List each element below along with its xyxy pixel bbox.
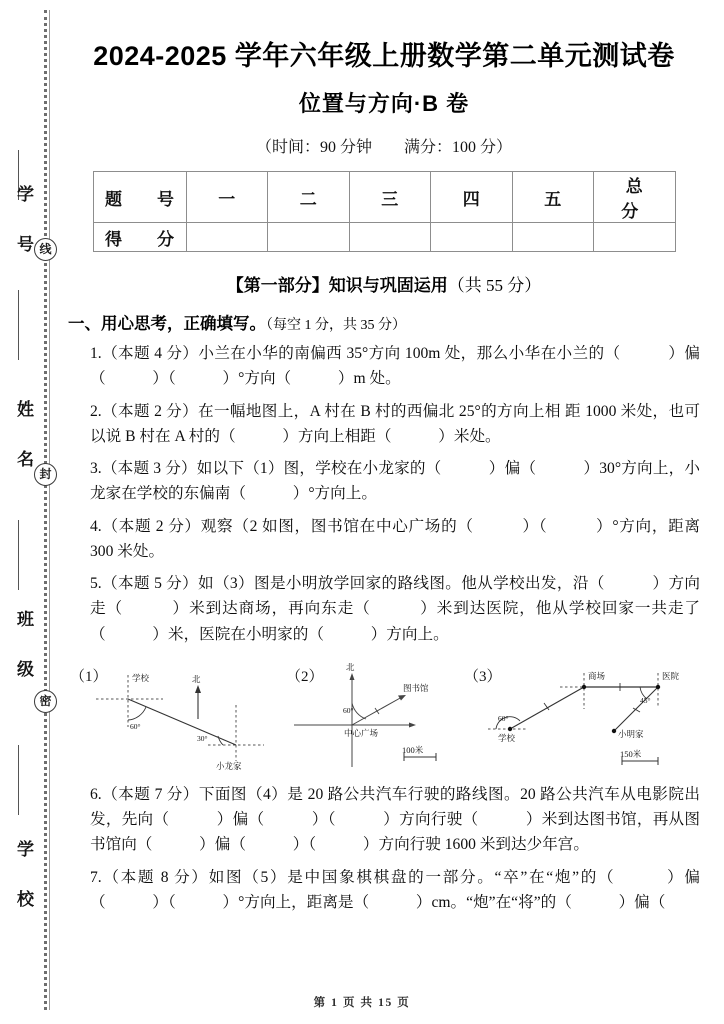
question-4: 4.（本题 2 分）观察（2 如图，图书馆在中心广场的（ ）（ ）°方向，距离 300 米处。 [90, 517, 700, 560]
figure-1-label-north: 北 [192, 673, 201, 684]
figure-1-angle-top: 60° [130, 721, 141, 731]
score-table-col-5: 五 [512, 172, 594, 223]
score-table-rowhead-score: 得 分 [93, 223, 186, 252]
score-cell-5[interactable] [512, 223, 594, 252]
seal-circle-mi: 密 [34, 690, 57, 713]
figure-3-angle-school: 60° [498, 713, 509, 723]
figure-3 [462, 657, 700, 772]
figure-2 [284, 657, 474, 772]
figure-2-angle: 60° [343, 705, 354, 715]
part-heading-bold: 【第一部分】知识与巩固运用 [226, 276, 448, 295]
seal-field-name: 姓 名 [14, 400, 33, 474]
section-heading-note: （每空 1 分，共 35 分） [266, 318, 406, 333]
section-heading-fill-in [68, 310, 700, 334]
question-6: 6.（本题 7 分）下面图（4）是 20 路公共汽车行驶的路线图。20 路公共汽车从电影院出发，先向（ ）偏（ ）（ ）方向行驶（ ）米到达图书馆，再从图书馆向（ ）偏（ ）（ ）方向行驶 1600 米到达少年宫。 [90, 785, 700, 854]
figure-1-number: （1） [70, 668, 108, 685]
figure-3-scale: 150米 [620, 748, 642, 759]
page-footer: 第 1 页 共 15 页 [313, 997, 411, 1009]
figure-2-scale: 100米 [402, 744, 424, 755]
figure-2-number: （2） [286, 668, 324, 685]
question-7: 7.（本题 8 分）如图（5）是中国象棋棋盘的一部分。“卒”在“炮”的（ ）偏（ ）（ ）°方向上，距离是（ ）cm。“炮”在“将”的（ ）偏（ [90, 868, 700, 911]
score-cell-3[interactable] [349, 223, 431, 252]
seal-field-school: 学 校 [14, 840, 33, 914]
score-table-col-3: 三 [349, 172, 431, 223]
part-heading-tail: （共 55 分） [447, 276, 542, 295]
seal-circle-xian: 线 [34, 238, 57, 261]
seal-line-margin [0, 0, 56, 1024]
table-row-scores [93, 223, 675, 252]
question-2: 2.（本题 2 分）在一幅地图上，A 村在 B 村的西偏北 25°的方向上相 距 1000 米处，也可以说 B 村在 A 村的（ ）方向上相距（ ）米处。 [90, 402, 700, 445]
seal-field-student-id: 学 号 [14, 185, 33, 259]
figure-3-label-school: 学校 [498, 732, 516, 743]
score-table-rowhead-question: 题 号 [93, 172, 186, 223]
exam-sheet [56, 0, 724, 1024]
figure-3-label-mall: 商场 [588, 670, 606, 681]
figure-2-label-library: 图书馆 [403, 682, 429, 693]
score-table-col-1: 一 [186, 172, 268, 223]
table-row-question-numbers [93, 172, 675, 223]
figure-3-label-hospital: 医院 [662, 670, 680, 681]
figure-2-label-plaza: 中心广场 [344, 727, 379, 738]
question-5: 5.（本题 5 分）如（3）图是小明放学回家的路线图。他从学校出发，沿（ ）方向走（ ）米到达商场，再向东走（ ）米到达医院，他从学校回家一共走了（ ）米，医院在小明家的（ ）方向上。 [90, 575, 700, 643]
seal-dotted-rail [44, 10, 47, 1010]
seal-solid-rail [49, 10, 50, 1010]
figure-2-label-north: 北 [346, 661, 355, 672]
score-cell-4[interactable] [431, 223, 513, 252]
figure-3-label-home: 小明家 [618, 728, 644, 739]
page-title: 2024-2025 学年六年级上册数学第二单元测试卷 [93, 41, 675, 71]
seal-divider-3 [18, 520, 19, 590]
score-cell-total[interactable] [594, 223, 676, 252]
part-heading [68, 271, 700, 296]
score-cell-1[interactable] [186, 223, 268, 252]
score-table-col-total: 总 分 [594, 172, 676, 223]
figure-1-angle-bottom: 30° [197, 733, 208, 743]
seal-circle-feng: 封 [34, 463, 57, 486]
figure-strip [68, 657, 700, 775]
question-1: 1.（本题 4 分）小兰在小华的南偏西 35°方向 100m 处，那么小华在小兰的（ ）偏（ ）（ ）°方向（ ）m 处。 [90, 345, 700, 388]
section-heading-bold: 一、用心思考，正确填写。 [68, 315, 266, 333]
page-subtitle: 位置与方向·B 卷 [298, 91, 470, 116]
figure-3-number: （3） [464, 668, 502, 685]
figure-1-label-home: 小龙家 [216, 760, 242, 771]
figure-1 [68, 657, 298, 772]
figure-1-label-school: 学校 [132, 672, 150, 683]
score-cell-2[interactable] [268, 223, 350, 252]
seal-field-class: 班 级 [14, 610, 33, 684]
figure-3-angle-hospital: 45° [640, 695, 651, 705]
question-3: 3.（本题 3 分）如以下（1）图，学校在小龙家的（ ）偏（ ）30°方向上，小龙家在学校的东偏南（ ）°方向上。 [90, 460, 700, 503]
score-table [93, 171, 676, 252]
seal-divider-2 [18, 290, 19, 360]
score-table-col-4: 四 [431, 172, 513, 223]
score-table-col-2: 二 [268, 172, 350, 223]
exam-meta-line: （时间：90 分钟 满分：100 分） [255, 139, 512, 156]
seal-divider-4 [18, 745, 19, 815]
